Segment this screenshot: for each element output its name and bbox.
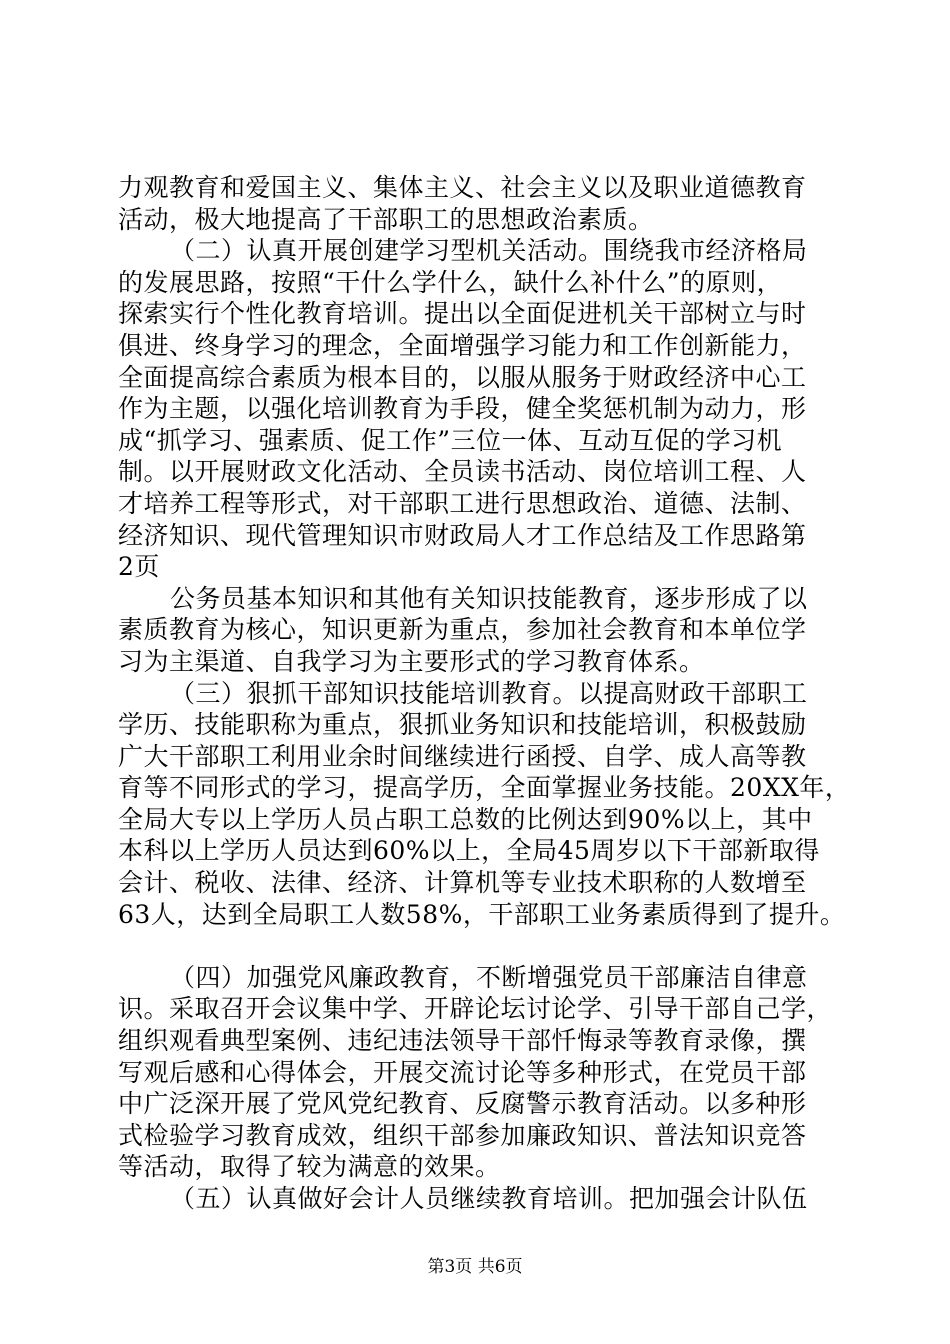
text-line: 广大干部职工利用业余时间继续进行函授、自学、成人高等教 [118,741,807,771]
text-line: 全面提高综合素质为根本目的，以服从服务于财政经济中心工 [118,362,807,392]
text-line: 会计、税收、法律、经济、计算机等专业技术职称的人数增至 [118,868,807,898]
text-line: 成“抓学习、强素质、促工作”三位一体、互动互促的学习机 [118,425,783,455]
text-line: 活动，极大地提高了干部职工的思想政治素质。 [118,204,654,234]
text-line: 63人，达到全局职工人数58%，干部职工业务素质得到了提升。 [118,899,846,929]
text-line: 素质教育为核心，知识更新为重点，参加社会教育和本单位学 [118,615,807,645]
text-line: 学历、技能职称为重点，狠抓业务知识和技能培训，积极鼓励 [118,710,807,740]
text-line: 的发展思路，按照“干什么学什么，缺什么补什么”的原则， [118,267,783,297]
text-line: 等活动，取得了较为满意的效果。 [118,1152,501,1182]
paragraph-start-line: （三）狠抓干部知识技能培训教育。以提高财政干部职工 [170,678,808,708]
text-line: 制。以开展财政文化活动、全员读书活动、岗位培训工程、人 [118,457,807,487]
text-line: 育等不同形式的学习，提高学历，全面掌握业务技能。20XX年， [118,773,851,803]
paragraph-start-line: （五）认真做好会计人员继续教育培训。把加强会计队伍 [170,1184,808,1213]
text-line: 识。采取召开会议集中学、开辟论坛讨论学、引导干部自己学， [118,994,833,1024]
text-line: 写观后感和心得体会，开展交流讨论等多种形式，在党员干部 [118,1057,807,1087]
text-line: 经济知识、现代管理知识市财政局人才工作总结及工作思路第 [118,520,807,550]
text-line: 探索实行个性化教育培训。提出以全面促进机关干部树立与时 [118,299,807,329]
text-line: 本科以上学历人员达到60%以上，全局45周岁以下干部新取得 [118,836,820,866]
text-line: 习为主渠道、自我学习为主要形式的学习教育体系。 [118,646,705,676]
text-line: 式检验学习教育成效，组织干部参加廉政知识、普法知识竞答 [118,1120,807,1150]
document-body [118,172,858,1215]
text-line: 组织观看典型案例、违纪违法领导干部忏悔录等教育录像，撰 [118,1026,807,1056]
text-line: 全局大专以上学历人员占职工总数的比例达到90%以上，其中 [118,804,813,834]
text-line: 力观教育和爱国主义、集体主义、社会主义以及职业道德教育 [118,173,807,202]
text-line: 中广泛深开展了党风党纪教育、反腐警示教育活动。以多种形 [118,1089,807,1119]
text-line: 俱进、终身学习的理念，全面增强学习能力和工作创新能力， [118,330,807,360]
paragraph-start-line: （四）加强党风廉政教育，不断增强党员干部廉洁自律意 [170,962,808,992]
paragraph-start-line: 公务员基本知识和其他有关知识技能教育，逐步形成了以 [170,583,808,613]
blank-line [118,930,858,962]
text-line: 才培养工程等形式，对干部职工进行思想政治、道德、法制、 [118,488,807,518]
page-footer [0,1256,950,1278]
page-number-label: 第3页 共6页 [427,1257,523,1277]
paragraph-start-line: （二）认真开展创建学习型机关活动。围绕我市经济格局 [170,236,808,266]
text-line: 2页 [118,552,160,582]
text-line: 作为主题，以强化培训教育为手段，健全奖惩机制为动力，形 [118,394,807,424]
